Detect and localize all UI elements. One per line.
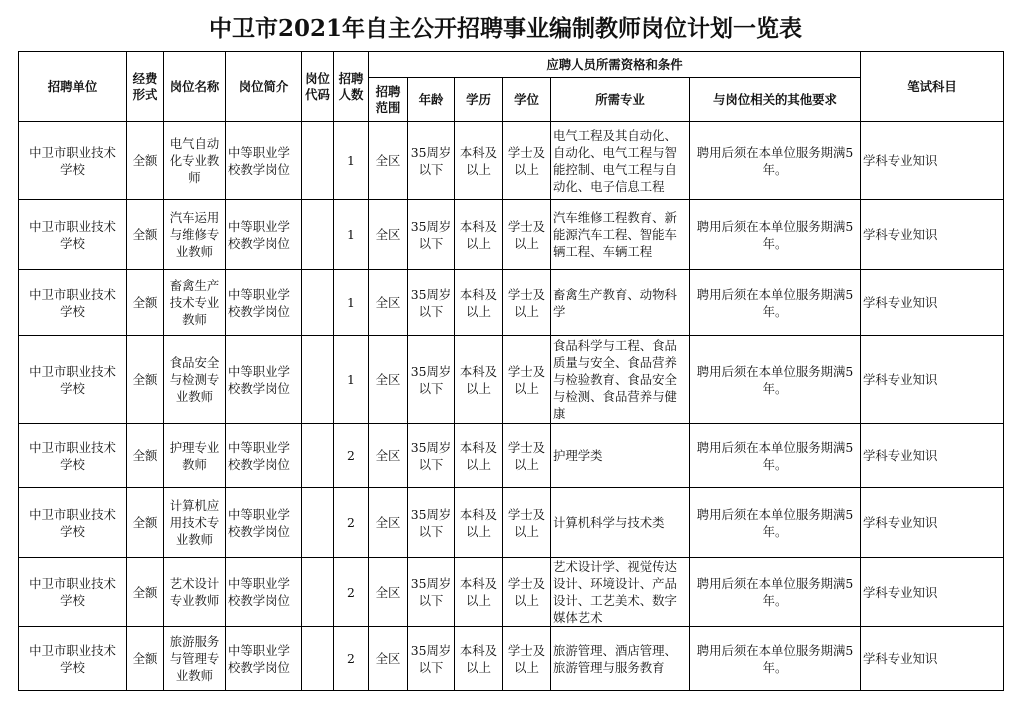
age-cell: 35周岁 以下 — [408, 200, 455, 270]
major-cell: 电气工程及其自动化、 自动化、电气工程与智 能控制、电气工程与自 动化、电子信息工程 — [551, 122, 690, 200]
scope-cell: 全区 — [369, 627, 408, 691]
exam-subject-cell: 学科专业知识 — [861, 270, 1004, 336]
table-row — [19, 270, 1004, 336]
position-code-cell — [302, 627, 334, 691]
education-cell: 本科及 以上 — [455, 424, 503, 488]
degree-cell: 学士及 以上 — [503, 270, 551, 336]
other-requirements-cell: 聘用后须在本单位服务期满5 年。 — [690, 200, 861, 270]
scope-cell: 全区 — [369, 558, 408, 627]
unit-cell: 中卫市职业技术 学校 — [19, 200, 127, 270]
education-cell: 本科及 以上 — [455, 336, 503, 424]
position-name-cell: 护理专业 教师 — [164, 424, 226, 488]
position-name-cell: 电气自动 化专业教 师 — [164, 122, 226, 200]
position-intro-cell: 中等职业学 校教学岗位 — [226, 558, 302, 627]
table-row — [19, 558, 1004, 627]
major-cell: 食品科学与工程、食品 质量与安全、食品营养 与检验教育、食品安全 与检测、食品营养与健 康 — [551, 336, 690, 424]
table-body — [19, 122, 1004, 691]
header-major: 所需专业 — [551, 78, 690, 122]
scope-cell: 全区 — [369, 424, 408, 488]
header-funding: 经费 形式 — [127, 52, 164, 122]
count-cell: 2 — [334, 424, 369, 488]
degree-cell: 学士及 以上 — [503, 200, 551, 270]
degree-cell: 学士及 以上 — [503, 424, 551, 488]
age-cell: 35周岁 以下 — [408, 122, 455, 200]
exam-subject-cell: 学科专业知识 — [861, 122, 1004, 200]
education-cell: 本科及 以上 — [455, 270, 503, 336]
unit-cell: 中卫市职业技术 学校 — [19, 424, 127, 488]
funding-cell: 全额 — [127, 627, 164, 691]
position-intro-cell: 中等职业学 校教学岗位 — [226, 122, 302, 200]
table-row — [19, 627, 1004, 691]
scope-cell: 全区 — [369, 336, 408, 424]
position-code-cell — [302, 424, 334, 488]
major-cell: 畜禽生产教育、动物科 学 — [551, 270, 690, 336]
major-cell: 艺术设计学、视觉传达 设计、环境设计、产品 设计、工艺美术、数字 媒体艺术 — [551, 558, 690, 627]
funding-cell: 全额 — [127, 200, 164, 270]
exam-subject-cell: 学科专业知识 — [861, 336, 1004, 424]
unit-cell: 中卫市职业技术 学校 — [19, 627, 127, 691]
age-cell: 35周岁 以下 — [408, 336, 455, 424]
scope-cell: 全区 — [369, 122, 408, 200]
scope-cell: 全区 — [369, 200, 408, 270]
other-requirements-cell: 聘用后须在本单位服务期满5 年。 — [690, 122, 861, 200]
position-intro-cell: 中等职业学 校教学岗位 — [226, 424, 302, 488]
funding-cell: 全额 — [127, 424, 164, 488]
education-cell: 本科及 以上 — [455, 200, 503, 270]
major-cell: 护理学类 — [551, 424, 690, 488]
major-cell: 旅游管理、酒店管理、 旅游管理与服务教育 — [551, 627, 690, 691]
position-intro-cell: 中等职业学 校教学岗位 — [226, 627, 302, 691]
header-age: 年龄 — [408, 78, 455, 122]
degree-cell: 学士及 以上 — [503, 558, 551, 627]
position-name-cell: 旅游服务 与管理专 业教师 — [164, 627, 226, 691]
age-cell: 35周岁 以下 — [408, 488, 455, 558]
age-cell: 35周岁 以下 — [408, 558, 455, 627]
other-requirements-cell: 聘用后须在本单位服务期满5 年。 — [690, 270, 861, 336]
position-code-cell — [302, 336, 334, 424]
degree-cell: 学士及 以上 — [503, 122, 551, 200]
unit-cell: 中卫市职业技术 学校 — [19, 122, 127, 200]
degree-cell: 学士及 以上 — [503, 488, 551, 558]
funding-cell: 全额 — [127, 122, 164, 200]
position-name-cell: 艺术设计 专业教师 — [164, 558, 226, 627]
position-name-cell: 汽车运用 与维修专 业教师 — [164, 200, 226, 270]
major-cell: 汽车维修工程教育、新 能源汽车工程、智能车 辆工程、车辆工程 — [551, 200, 690, 270]
age-cell: 35周岁 以下 — [408, 424, 455, 488]
position-name-cell: 计算机应 用技术专 业教师 — [164, 488, 226, 558]
header-exam: 笔试科目 — [861, 52, 1004, 122]
position-code-cell — [302, 270, 334, 336]
table-row — [19, 424, 1004, 488]
position-intro-cell: 中等职业学 校教学岗位 — [226, 270, 302, 336]
degree-cell: 学士及 以上 — [503, 336, 551, 424]
exam-subject-cell: 学科专业知识 — [861, 200, 1004, 270]
unit-cell: 中卫市职业技术 学校 — [19, 270, 127, 336]
education-cell: 本科及 以上 — [455, 488, 503, 558]
age-cell: 35周岁 以下 — [408, 627, 455, 691]
count-cell: 1 — [334, 270, 369, 336]
unit-cell: 中卫市职业技术 学校 — [19, 558, 127, 627]
exam-subject-cell: 学科专业知识 — [861, 558, 1004, 627]
major-cell: 计算机科学与技术类 — [551, 488, 690, 558]
header-position-intro: 岗位简介 — [226, 52, 302, 122]
count-cell: 1 — [334, 336, 369, 424]
header-position-code: 岗位 代码 — [302, 52, 334, 122]
age-cell: 35周岁 以下 — [408, 270, 455, 336]
table-row — [19, 200, 1004, 270]
table-row — [19, 488, 1004, 558]
header-scope: 招聘 范围 — [369, 78, 408, 122]
header-degree: 学位 — [503, 78, 551, 122]
unit-cell: 中卫市职业技术 学校 — [19, 488, 127, 558]
position-code-cell — [302, 122, 334, 200]
funding-cell: 全额 — [127, 270, 164, 336]
position-code-cell — [302, 200, 334, 270]
page-title: 中卫市2021年自主公开招聘事业编制教师岗位计划一览表 — [208, 15, 802, 42]
count-cell: 1 — [334, 122, 369, 200]
header-position-name: 岗位名称 — [164, 52, 226, 122]
exam-subject-cell: 学科专业知识 — [861, 424, 1004, 488]
position-intro-cell: 中等职业学 校教学岗位 — [226, 336, 302, 424]
scope-cell: 全区 — [369, 488, 408, 558]
count-cell: 2 — [334, 488, 369, 558]
position-intro-cell: 中等职业学 校教学岗位 — [226, 200, 302, 270]
scope-cell: 全区 — [369, 270, 408, 336]
funding-cell: 全额 — [127, 558, 164, 627]
education-cell: 本科及 以上 — [455, 122, 503, 200]
exam-subject-cell: 学科专业知识 — [861, 488, 1004, 558]
count-cell: 2 — [334, 558, 369, 627]
other-requirements-cell: 聘用后须在本单位服务期满5 年。 — [690, 424, 861, 488]
funding-cell: 全额 — [127, 488, 164, 558]
funding-cell: 全额 — [127, 336, 164, 424]
education-cell: 本科及 以上 — [455, 558, 503, 627]
position-name-cell: 畜禽生产 技术专业 教师 — [164, 270, 226, 336]
exam-subject-cell: 学科专业知识 — [861, 627, 1004, 691]
education-cell: 本科及 以上 — [455, 627, 503, 691]
unit-cell: 中卫市职业技术 学校 — [19, 336, 127, 424]
header-education: 学历 — [455, 78, 503, 122]
position-code-cell — [302, 558, 334, 627]
position-name-cell: 食品安全 与检测专 业教师 — [164, 336, 226, 424]
header-unit: 招聘单位 — [19, 52, 127, 122]
count-cell: 2 — [334, 627, 369, 691]
position-code-cell — [302, 488, 334, 558]
other-requirements-cell: 聘用后须在本单位服务期满5 年。 — [690, 488, 861, 558]
other-requirements-cell: 聘用后须在本单位服务期满5 年。 — [690, 558, 861, 627]
degree-cell: 学士及 以上 — [503, 627, 551, 691]
position-intro-cell: 中等职业学 校教学岗位 — [226, 488, 302, 558]
header-other: 与岗位相关的其他要求 — [690, 78, 861, 122]
other-requirements-cell: 聘用后须在本单位服务期满5 年。 — [690, 627, 861, 691]
table-row — [19, 122, 1004, 200]
other-requirements-cell: 聘用后须在本单位服务期满5 年。 — [690, 336, 861, 424]
count-cell: 1 — [334, 200, 369, 270]
recruitment-plan-table — [18, 51, 1004, 691]
header-count: 招聘 人数 — [334, 52, 369, 122]
table-row — [19, 336, 1004, 424]
header-conditions-group: 应聘人员所需资格和条件 — [369, 52, 861, 78]
